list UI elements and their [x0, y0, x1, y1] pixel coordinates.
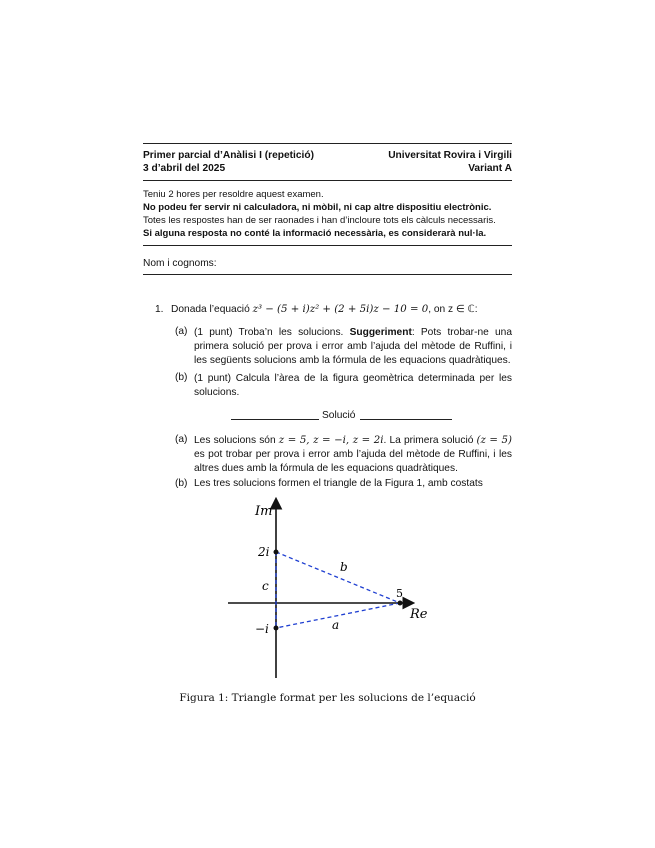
solution-a-mid: . La primera solució [383, 435, 474, 446]
solution-a-paren: (z = 5) [476, 435, 512, 446]
exam-date: 3 d’abril del 2025 [143, 163, 226, 174]
side-label-a: a [332, 618, 340, 632]
exam-variant: Variant A [468, 163, 512, 174]
part-b-text: (1 punt) Calcula l’àrea de la figura geomètrica determinada per les solucions. [194, 373, 512, 398]
part-a-points: (1 punt) Troba’n les solucions. [194, 327, 344, 338]
problem-domain: , on z ∈ ℂ: [428, 304, 478, 315]
part-a-label: (a) [175, 326, 188, 337]
tick-label-5: 5 [396, 587, 403, 600]
solution-heading: Solució [322, 410, 356, 421]
part-a-hint: : Pots trobar-ne una primera solució per prova i error amb l’ajuda del mètode de Ruffini, i les següents solucions amb la fórmula de les equacions quadràtiques. [194, 327, 512, 366]
problem-equation: z³ − (5 + i)z² + (2 + 5i)z − 10 = 0 [252, 304, 429, 315]
side-label-c: c [262, 579, 269, 593]
point-2i [274, 550, 279, 555]
side-b-line [276, 552, 400, 603]
solution-b-text: Les tres solucions formen el triangle de la Figura 1, amb costats [194, 478, 483, 489]
problem-intro: Donada l’equació [171, 304, 250, 315]
point-5 [398, 601, 403, 606]
solution-a-label: (a) [175, 434, 188, 445]
solution-a-values: z = 5, z = −i, z = 2i [278, 435, 384, 446]
part-b-label: (b) [175, 372, 188, 383]
part-a-hint-label: Suggeriment [349, 327, 412, 338]
point-minus-i [274, 626, 279, 631]
instruction-null: Si alguna resposta no conté la informació necessària, es considerarà nul·la. [143, 228, 487, 239]
instruction-time: Teniu 2 hores per resoldre aquest examen. [143, 189, 324, 200]
axis-label-re: Re [410, 607, 428, 622]
problem-number: 1. [155, 304, 164, 315]
tick-label-minus-i: −i [255, 622, 269, 636]
solution-a-prefix: Les solucions són [194, 435, 276, 446]
instruction-no-devices: No podeu fer servir ni calculadora, ni mòbil, ni cap altre dispositiu electrònic. [143, 202, 492, 213]
figure-caption: Figura 1: Triangle format per les solucions de l’equació [179, 692, 476, 704]
axis-label-im: Im [255, 504, 273, 519]
side-label-b: b [340, 560, 348, 574]
university-name: Universitat Rovira i Virgili [388, 150, 512, 161]
solution-a-rest: es pot trobar per prova i error amb l’ajuda del mètode de Ruffini, i les altres dues amb la fórmula de les equacions quadràtiques. [194, 449, 512, 474]
instruction-reasoned: Totes les respostes han de ser raonades i han d’incloure tots els càlculs necessaris. [143, 215, 496, 226]
tick-label-2i: 2i [258, 545, 270, 559]
name-field-label: Nom i cognoms: [143, 258, 217, 269]
solution-b-label: (b) [175, 478, 188, 489]
exam-title: Primer parcial d’Anàlisi I (repetició) [143, 150, 314, 161]
